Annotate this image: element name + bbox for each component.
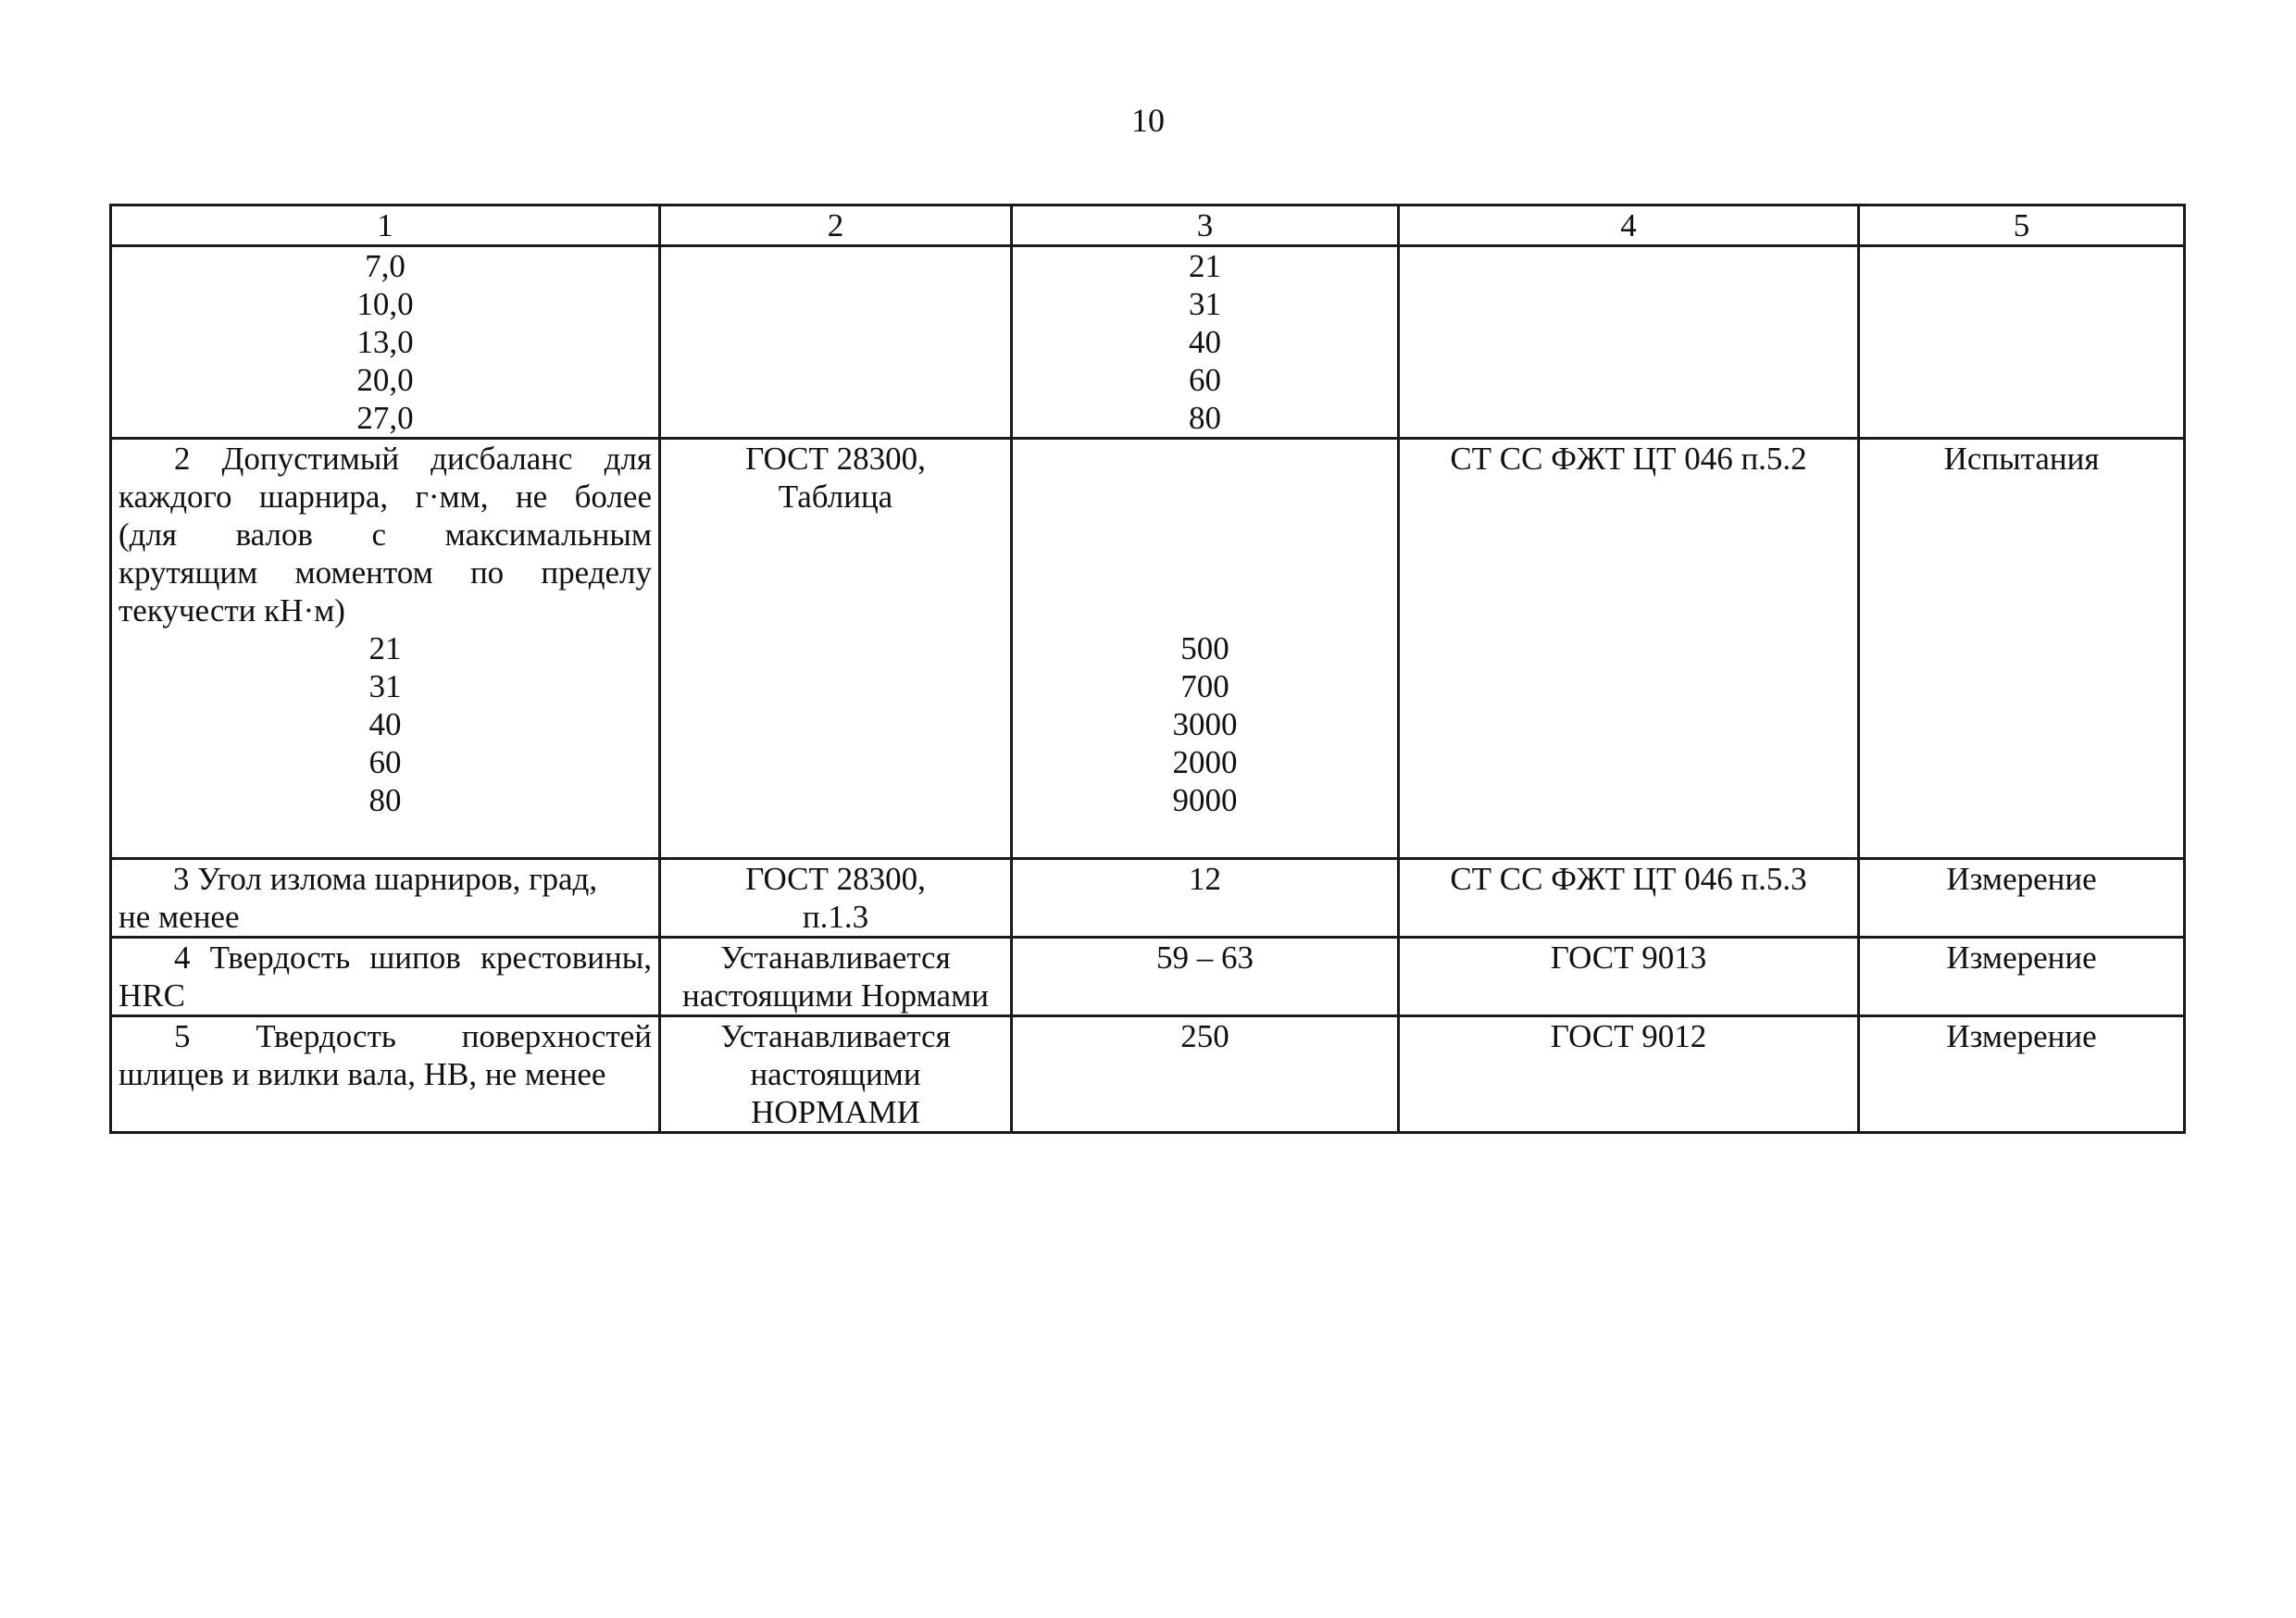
row3-col4: СТ СС ФЖТ ЦТ 046 п.5.3: [1399, 859, 1859, 938]
row1-col2: [660, 246, 1012, 439]
row2-imbalance-value: 700: [1180, 668, 1229, 704]
header-cell-5: 5: [1859, 205, 2185, 246]
row2-text-line: текучести кН·м): [119, 592, 345, 629]
row1-col1: [111, 246, 660, 439]
row4-col2: [660, 938, 1012, 1016]
table-header-row: [111, 205, 2185, 246]
row4-method: Устанавливается: [720, 940, 951, 976]
table-row: [111, 859, 2185, 938]
row2-text-line: каждого шарнира, г·мм, не более: [119, 479, 652, 515]
row2-imbalance-value: 9000: [1172, 782, 1238, 818]
header-cell-3: 3: [1012, 205, 1399, 246]
row3-col3: 12: [1012, 859, 1399, 938]
row1-value: 10,0: [356, 286, 414, 322]
row1-value: 7,0: [365, 248, 406, 284]
row1-col3: [1012, 246, 1399, 439]
row2-sub-value: 31: [368, 668, 402, 704]
row2-standard-ref: Таблица: [778, 479, 893, 515]
header-cell-2: 2: [660, 205, 1012, 246]
row2-col2: [660, 439, 1012, 859]
row2-imbalance-value: 3000: [1172, 706, 1238, 742]
row5-col2: [660, 1016, 1012, 1133]
row2-text-line: (для валов с максимальным: [119, 517, 652, 553]
requirements-table: [109, 204, 2186, 1134]
header-cell-4: 4: [1399, 205, 1859, 246]
row3-standard: ГОСТ 28300,: [745, 861, 926, 897]
header-cell-1: 1: [111, 205, 660, 246]
table-row: [111, 246, 2185, 439]
table-row: [111, 1016, 2185, 1133]
row5-col1: [111, 1016, 660, 1133]
row2-sub-value: 60: [368, 744, 402, 780]
row3-text-line: 3 Угол излома шарниров, град,: [172, 861, 598, 897]
table-row: [111, 938, 2185, 1016]
row1-value: 20,0: [356, 362, 414, 398]
row2-standard: ГОСТ 28300,: [745, 441, 926, 477]
row2-text-line: крутящим моментом по пределу: [119, 554, 652, 591]
row2-col1: [111, 439, 660, 859]
row5-col3: 250: [1012, 1016, 1399, 1133]
row5-text-line: шлицев и вилки вала, НВ, не менее: [119, 1056, 606, 1092]
row2-col3: [1012, 439, 1399, 859]
row4-text-line: 4 Твердость шипов крестовины,: [174, 940, 652, 976]
row1-value: 13,0: [356, 324, 414, 360]
row1-torque: 21: [1189, 248, 1221, 284]
row2-imbalance-value: 500: [1180, 630, 1229, 666]
row2-col4: СТ СС ФЖТ ЦТ 046 п.5.2: [1399, 439, 1859, 859]
row1-torque: 80: [1189, 400, 1221, 436]
row2-sub-value: 80: [368, 782, 402, 818]
row1-torque: 60: [1189, 362, 1221, 398]
page-number: 10: [1131, 102, 1165, 139]
row2-col5: Испытания: [1859, 439, 2185, 859]
row5-col4: ГОСТ 9012: [1399, 1016, 1859, 1133]
row1-torque: 31: [1189, 286, 1221, 322]
row1-torque: 40: [1189, 324, 1221, 360]
row4-col3: 59 – 63: [1012, 938, 1399, 1016]
row3-col1: [111, 859, 660, 938]
row2-sub-value: 40: [368, 706, 402, 742]
row3-col2: [660, 859, 1012, 938]
row5-method: настоящими: [750, 1056, 921, 1092]
row2-imbalance-value: 2000: [1172, 744, 1238, 780]
row5-method: НОРМАМИ: [751, 1094, 920, 1130]
row4-text-line: HRC: [119, 977, 185, 1014]
table-row: [111, 439, 2185, 859]
row4-col5: Измерение: [1859, 938, 2185, 1016]
row4-col4: ГОСТ 9013: [1399, 938, 1859, 1016]
row1-col4: [1399, 246, 1859, 439]
row3-standard-ref: п.1.3: [802, 899, 869, 935]
row5-col5: Измерение: [1859, 1016, 2185, 1133]
row3-text-line: не менее: [119, 899, 240, 935]
row2-sub-value: 21: [368, 630, 402, 666]
row2-text-line: 2 Допустимый дисбаланс для: [174, 441, 652, 477]
row5-method: Устанавливается: [720, 1018, 951, 1054]
row4-method: настоящими Нормами: [682, 977, 989, 1014]
row3-col5: Измерение: [1859, 859, 2185, 938]
row5-text-line: 5 Твердость поверхностей: [174, 1018, 652, 1054]
row1-value: 27,0: [356, 400, 414, 436]
row4-col1: [111, 938, 660, 1016]
row1-col5: [1859, 246, 2185, 439]
